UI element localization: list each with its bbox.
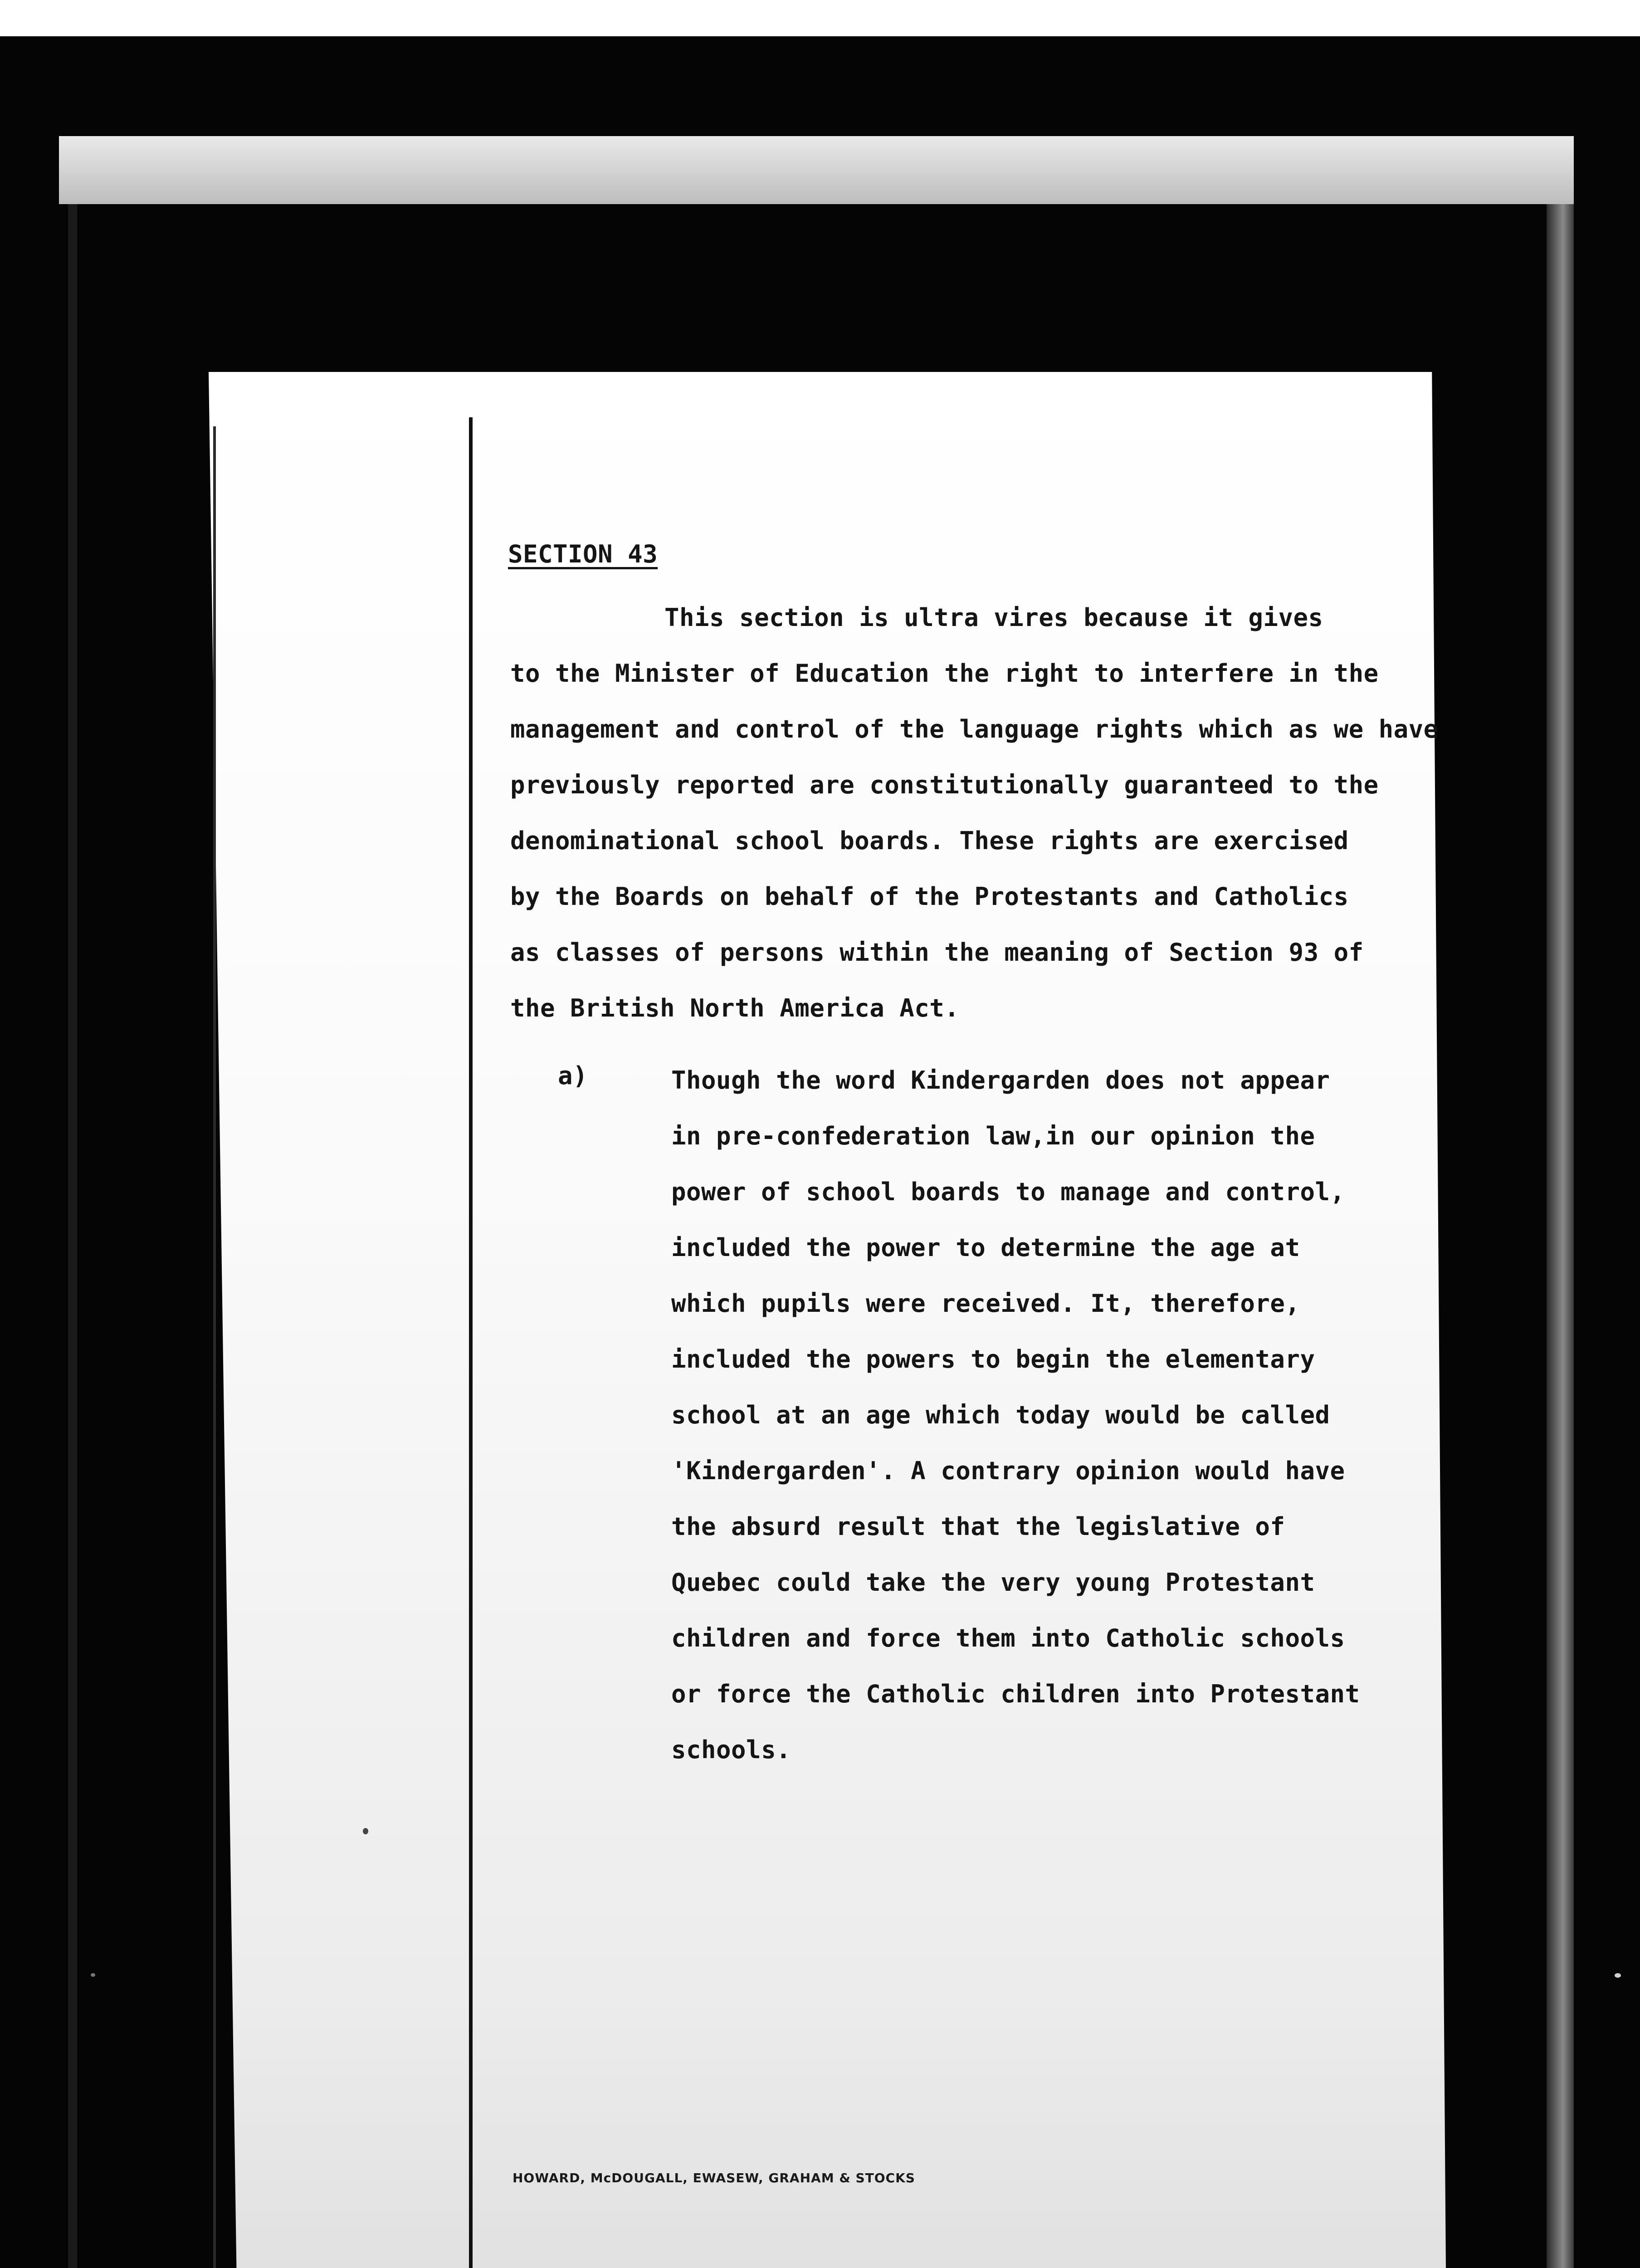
list-item-line: included the powers to begin the elementary <box>671 1345 1315 1374</box>
list-item-line: the absurd result that the legislative of <box>671 1512 1285 1541</box>
list-item-line: school at an age which today would be called <box>671 1401 1330 1429</box>
dust-speck <box>363 1828 368 1834</box>
margin-rule <box>469 417 473 2268</box>
paragraph-line: to the Minister of Education the right to interfere in the <box>510 659 1379 688</box>
paragraph-line: denominational school boards. These rights are exercised <box>510 826 1349 855</box>
film-strip-top <box>59 136 1574 204</box>
paragraph-line: This section is ultra vires because it gives <box>664 603 1323 632</box>
list-item-marker: a) <box>558 1061 588 1090</box>
paragraph <box>510 590 1439 1036</box>
list-item-line: power of school boards to manage and control, <box>671 1178 1345 1206</box>
paragraph-line: management and control of the language rights which as we have <box>510 715 1439 743</box>
paragraph-line: as classes of persons within the meaning of Section 93 of <box>510 938 1364 967</box>
paragraph-line: the British North America Act. <box>510 994 960 1022</box>
list-item-line: Quebec could take the very young Protestant <box>671 1568 1315 1597</box>
dust-speck <box>91 1973 95 1977</box>
list-item-line: children and force them into Catholic schools <box>671 1624 1345 1652</box>
list-item-line: Though the word Kindergarden does not appear <box>671 1066 1330 1095</box>
paragraph-line: by the Boards on behalf of the Protestants and Catholics <box>510 882 1349 911</box>
list-item-line: or force the Catholic children into Protestant <box>671 1680 1360 1708</box>
list-item-body <box>671 1052 1360 1778</box>
list-item-line: which pupils were received. It, therefore, <box>671 1289 1300 1318</box>
list-item-line: included the power to determine the age at <box>671 1233 1300 1262</box>
film-strip-left <box>68 204 77 2268</box>
page-left-edge <box>213 426 216 2268</box>
section-heading: SECTION 43 <box>508 540 658 568</box>
dust-speck <box>1615 1973 1621 1978</box>
firm-letterhead: HOWARD, McDOUGALL, EWASEW, GRAHAM & STOCKS <box>512 2170 915 2185</box>
list-item-line: schools. <box>671 1735 791 1764</box>
list-item-line: in pre-confederation law,in our opinion the <box>671 1122 1315 1150</box>
list-item-line: 'Kindergarden'. A contrary opinion would have <box>671 1457 1345 1485</box>
paragraph-line: previously reported are constitutionally guaranteed to the <box>510 771 1379 799</box>
film-strip-right <box>1547 204 1574 2268</box>
